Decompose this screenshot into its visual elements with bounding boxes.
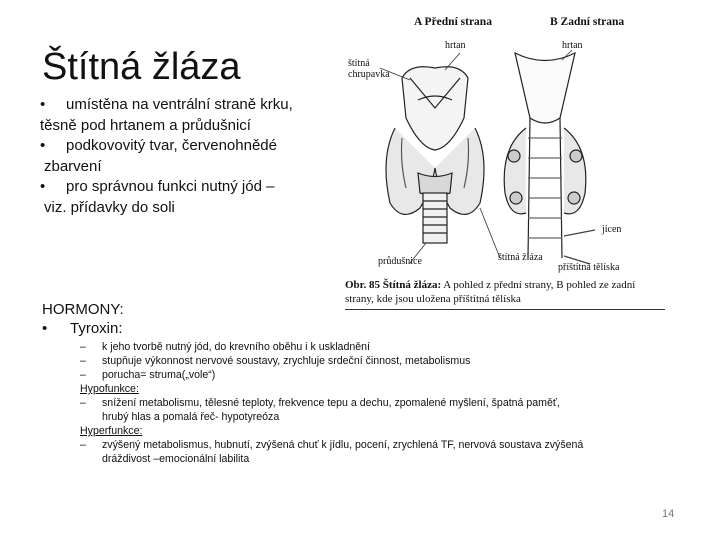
tyroxin-row: [42, 319, 124, 338]
page-title: Štítná žláza: [42, 46, 241, 88]
line: dráždivost –emocionální labilita: [102, 453, 250, 465]
label-jicen: jícen: [602, 224, 622, 235]
dash: –: [80, 397, 86, 409]
intro-item-3-cont: viz. přídavky do soli: [44, 198, 175, 216]
figure-head-back: B Zadní strana: [550, 16, 625, 28]
caption-bold: Obr. 85 Štítná žláza:: [345, 279, 442, 291]
figure-head-front: A Přední strana: [414, 16, 492, 28]
tyroxin-details: [80, 340, 690, 466]
thyroid-figure: [340, 8, 670, 320]
list-item-text: k jeho tvorbě nutný jód, do krevního oběhu i k uskladnění: [102, 341, 370, 353]
bullet: •: [40, 137, 46, 154]
line: snížení metabolismu, tělesné teploty, frekvence tepu a dechu, zpomalené myšlení, špatná paměť,: [102, 397, 560, 409]
bullet: •: [40, 178, 46, 195]
label-hrtan-front: hrtan: [445, 40, 466, 51]
thyroid-front-drawing: [386, 67, 484, 243]
intro-item-text: umístěna na ventrální straně krku,: [66, 96, 293, 113]
label-hrtan-back: hrtan: [562, 40, 583, 51]
intro-item-text: podkovovitý tvar, červenohnědé: [66, 137, 277, 154]
list-item-text: porucha= struma(„vole“): [102, 369, 216, 381]
list-item: [80, 438, 690, 466]
bullet: •: [40, 96, 46, 113]
label-chrupavka-2: chrupavka: [348, 69, 390, 80]
label-chrupavka-1: štítná: [348, 58, 370, 69]
list-item: [80, 396, 690, 424]
figure-caption: [345, 278, 665, 310]
hyperfunkce-title: Hyperfunkce:: [80, 425, 143, 437]
line: zvýšený metabolismus, hubnutí, zvýšená chuť k jídlu, pocení, zrychlená TF, nervová soustava zvýšená: [102, 439, 584, 451]
label-prudusnice: průdušnice: [378, 256, 422, 267]
intro-list: [40, 95, 340, 218]
thyroid-illustration: [340, 8, 670, 278]
thyroid-back-drawing: [504, 53, 595, 264]
hormones-title: HORMONY:: [42, 301, 124, 318]
hormones-section: [42, 300, 124, 338]
dash: –: [80, 341, 86, 353]
label-pristitna-teliska: příštítná tělíska: [558, 262, 620, 273]
intro-item-2-cont: zbarvení: [44, 157, 102, 175]
line: hrubý hlas a pomalá řeč- hypotyreóza: [102, 411, 280, 423]
list-item-text: [102, 438, 583, 466]
list-item: [80, 368, 690, 382]
intro-item-1: [40, 95, 340, 116]
list-item-text: [102, 396, 560, 424]
list-item: [80, 354, 690, 368]
tyroxin-label: Tyroxin:: [70, 320, 123, 337]
caption-text: A pohled z přední strany, B pohled ze zadní strany, kde jsou uložena příštítná tělíska: [345, 279, 636, 305]
hypofunkce-title: Hypofunkce:: [80, 383, 139, 395]
intro-item-3: [40, 177, 340, 198]
dash: –: [80, 355, 86, 367]
label-stitna-zlaza: štítná žláza: [498, 252, 543, 263]
list-item: [80, 340, 690, 354]
intro-item-2: [40, 136, 340, 157]
bullet: •: [42, 320, 48, 337]
list-item-text: stupňuje výkonnost nervové soustavy, zrychluje srdeční činnost, metabolismus: [102, 355, 471, 367]
dash: –: [80, 439, 86, 451]
dash: –: [80, 369, 86, 381]
intro-item-1-cont: těsně pod hrtanem a průdušnicí: [40, 116, 251, 134]
page-number: 14: [662, 508, 675, 520]
intro-item-text: pro správnou funkci nutný jód –: [66, 178, 275, 195]
